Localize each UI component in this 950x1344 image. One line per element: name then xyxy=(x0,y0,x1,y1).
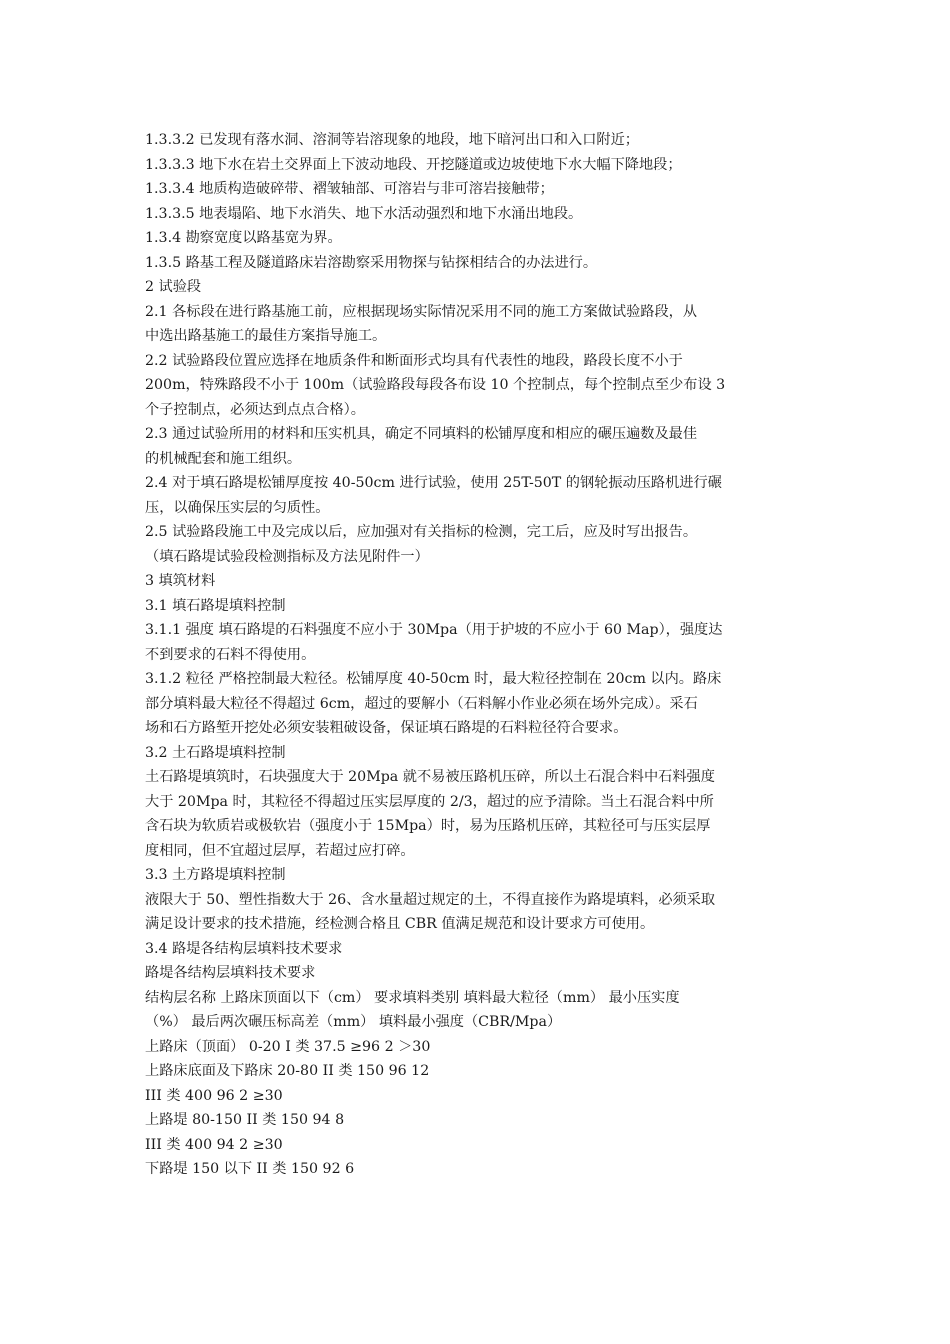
table-row: 上路堤 80-150 II 类 150 94 8 xyxy=(145,1112,345,1128)
text-line: 不到要求的石料不得使用。 xyxy=(145,646,316,663)
text-line: 1.3.5 路基工程及隧道路床岩溶勘察采用物探与钻探相结合的办法进行。 xyxy=(145,254,598,271)
table-row: 下路堤 150 以下 II 类 150 92 6 xyxy=(145,1161,355,1177)
text-line: 液限大于 50、塑性指数大于 26、含水量超过规定的土，不得直接作为路堤填料，必须采取 xyxy=(145,891,716,908)
text-line: 2.5 试验路段施工中及完成以后，应加强对有关指标的检测，完工后，应及时写出报告。 xyxy=(145,524,698,540)
text-line: 个子控制点，必须达到点点合格）。 xyxy=(145,401,365,418)
text-line: 2.1 各标段在进行路基施工前，应根据现场实际情况采用不同的施工方案做试验路段，从 xyxy=(145,303,698,320)
text-line: 1.3.3.2 已发现有落水洞、溶洞等岩溶现象的地段，地下暗河出口和入口附近； xyxy=(145,132,639,148)
text-line: （填石路堤试验段检测指标及方法见附件一） xyxy=(145,548,429,565)
text-line: 大于 20Mpa 时，其粒径不得超过压实层厚度的 2/3，超过的应予清除。当土石混合料中所 xyxy=(145,793,714,810)
table-row: III 类 400 94 2 ≥30 xyxy=(145,1136,283,1153)
text-line: 1.3.3.3 地下水在岩土交界面上下波动地段、开挖隧道或边坡使地下水大幅下降地段； xyxy=(145,156,682,173)
section-heading: 2 试验段 xyxy=(145,279,202,295)
text-line: 度相同，但不宜超过层厚，若超过应打碎。 xyxy=(145,842,415,859)
subsection-heading: 3.1 填石路堤填料控制 xyxy=(145,597,286,614)
text-line: 2.3 通过试验所用的材料和压实机具，确定不同填料的松铺厚度和相应的碾压遍数及最佳 xyxy=(145,426,698,442)
text-line: 2.2 试验路段位置应选择在地质条件和断面形式均具有代表性的地段，路段长度不小于 xyxy=(145,352,683,369)
text-line: 含石块为软质岩或极软岩（强度小于 15Mpa）时，易为压路机压碎，其粒径可与压实层厚 xyxy=(145,818,711,834)
text-line: 1.3.4 勘察宽度以路基宽为界。 xyxy=(145,230,342,246)
text-line: 满足设计要求的技术措施，经检测合格且 CBR 值满足规范和设计要求方可使用。 xyxy=(145,916,655,932)
text-line: 200m，特殊路段不小于 100m（试验路段每段各布设 10 个控制点，每个控制点至少布设 3 xyxy=(145,377,726,393)
document-body xyxy=(145,128,810,1182)
text-line: 2.4 对于填石路堤松铺厚度按 40-50cm 进行试验，使用 25T-50T 的钢轮振动压路机进行碾 xyxy=(145,475,722,491)
text-line: 3.1.2 粒径 严格控制最大粒径。松铺厚度 40-50cm 时，最大粒径控制在 20cm 以内。路床 xyxy=(145,671,722,687)
text-line: 1.3.3.4 地质构造破碎带、褶皱轴部、可溶岩与非可溶岩接触带； xyxy=(145,181,554,197)
table-row: 上路床底面及下路床 20-80 II 类 150 96 12 xyxy=(145,1063,430,1079)
text-line: 3.1.1 强度 填石路堤的石料强度不应小于 30Mpa（用于护坡的不应小于 60 Map），强度达 xyxy=(145,622,723,638)
subsection-heading: 3.2 土石路堤填料控制 xyxy=(145,744,286,761)
subsection-heading: 3.4 路堤各结构层填料技术要求 xyxy=(145,940,343,957)
text-line: 的机械配套和施工组织。 xyxy=(145,450,302,467)
text-line: 中选出路基施工的最佳方案指导施工。 xyxy=(145,328,387,344)
table-row: 上路床（顶面） 0-20 I 类 37.5 ≥96 2 ＞30 xyxy=(145,1038,431,1055)
table-row: III 类 400 96 2 ≥30 xyxy=(145,1087,283,1104)
text-line: 场和石方路堑开挖处必须安装粗破设备，保证填石路堤的石料粒径符合要求。 xyxy=(145,720,628,736)
text-line: 1.3.3.5 地表塌陷、地下水消失、地下水活动强烈和地下水涌出地段。 xyxy=(145,205,583,222)
table-title: 路堤各结构层填料技术要求 xyxy=(145,965,316,981)
table-header-line: 结构层名称 上路床顶面以下（cm） 要求填料类别 填料最大粒径（mm） 最小压实度 xyxy=(145,989,680,1006)
table-header-line: （%） 最后两次碾压标高差（mm） 填料最小强度（CBR/Mpa） xyxy=(145,1014,562,1030)
section-heading: 3 填筑材料 xyxy=(145,573,216,589)
text-line: 压，以确保压实层的匀质性。 xyxy=(145,499,330,516)
text-line: 土石路堤填筑时，石块强度大于 20Mpa 就不易被压路机压碎，所以土石混合料中石料强度 xyxy=(145,769,715,785)
text-line: 部分填料最大粒径不得超过 6cm，超过的要解小（石料解小作业必须在场外完成）。采石 xyxy=(145,695,698,712)
subsection-heading: 3.3 土方路堤填料控制 xyxy=(145,867,286,883)
